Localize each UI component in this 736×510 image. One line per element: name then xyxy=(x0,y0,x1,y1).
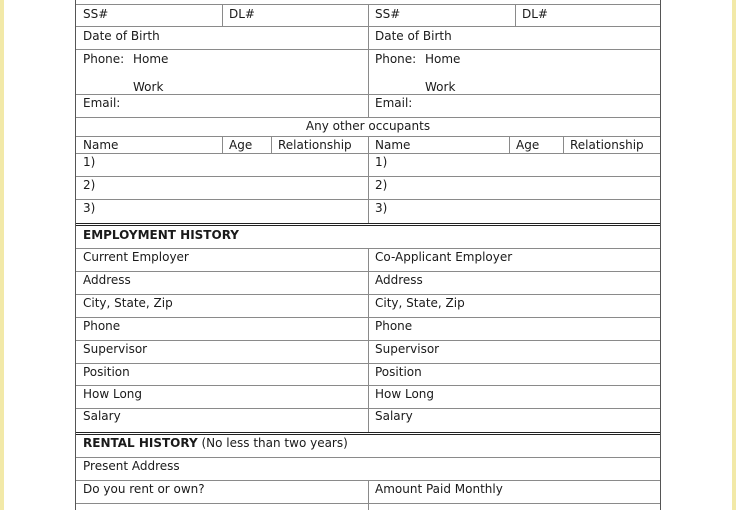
employment-label-applicant: City, State, Zip xyxy=(83,296,173,310)
work-label-coapplicant: Work xyxy=(425,80,456,94)
employment-row xyxy=(76,364,660,386)
rental-application-form xyxy=(75,0,661,510)
employment-row xyxy=(76,295,660,318)
phone-label-applicant: Phone: xyxy=(83,52,125,66)
col-age-coapplicant: Age xyxy=(516,138,540,152)
col-relationship-coapplicant: Relationship xyxy=(570,138,644,152)
employment-label-coapplicant: How Long xyxy=(375,387,435,401)
phone-label-coapplicant: Phone: xyxy=(375,52,417,66)
employment-row xyxy=(76,318,660,341)
age-divider-left xyxy=(222,137,223,153)
rental-heading-row xyxy=(76,435,660,458)
phone-row xyxy=(76,50,660,95)
employment-row xyxy=(76,341,660,364)
center-divider xyxy=(368,154,369,176)
amount-paid-label: Amount Paid Monthly xyxy=(375,482,503,496)
ss-label-applicant: SS# xyxy=(83,7,109,21)
employment-label-coapplicant: Supervisor xyxy=(375,342,440,356)
employment-row xyxy=(76,249,660,272)
employment-label-coapplicant: Position xyxy=(375,365,422,379)
center-divider xyxy=(368,27,369,49)
center-divider xyxy=(368,5,369,26)
col-relationship-applicant: Relationship xyxy=(278,138,352,152)
rent-own-row xyxy=(76,481,660,504)
employment-row xyxy=(76,386,660,409)
employment-row xyxy=(76,272,660,295)
home-label-coapplicant: Home xyxy=(425,52,461,66)
email-label-coapplicant: Email: xyxy=(375,96,413,110)
employment-label-applicant: Address xyxy=(83,273,131,287)
employment-label-coapplicant: Salary xyxy=(375,409,413,423)
dob-label-coapplicant: Date of Birth xyxy=(375,29,452,43)
employment-label-coapplicant: Phone xyxy=(375,319,413,333)
employment-label-applicant: Position xyxy=(83,365,130,379)
ss-dl-row xyxy=(76,4,660,27)
dl-divider-left xyxy=(222,5,223,26)
center-divider xyxy=(368,50,369,94)
center-divider xyxy=(368,386,369,408)
dl-label-applicant: DL# xyxy=(229,7,255,21)
present-address-row xyxy=(76,458,660,481)
center-divider xyxy=(368,481,369,503)
center-divider xyxy=(368,177,369,199)
dl-label-coapplicant: DL# xyxy=(522,7,548,21)
rent-or-own-label: Do you rent or own? xyxy=(83,482,205,496)
rental-heading-note: (No less than two years) xyxy=(201,436,348,450)
center-divider xyxy=(368,409,369,432)
work-label-applicant: Work xyxy=(133,80,164,94)
center-divider xyxy=(368,249,369,271)
occupant-number-coapplicant: 2) xyxy=(375,178,388,192)
center-divider xyxy=(368,504,369,510)
employment-label-applicant: Current Employer xyxy=(83,250,189,264)
occupant-number-applicant: 2) xyxy=(83,178,96,192)
center-divider xyxy=(368,137,369,153)
ss-label-coapplicant: SS# xyxy=(375,7,401,21)
employment-label-applicant: How Long xyxy=(83,387,143,401)
employment-row xyxy=(76,409,660,435)
occupant-number-applicant: 3) xyxy=(83,201,96,215)
occupants-header-row xyxy=(76,137,660,154)
employment-heading-row xyxy=(76,226,660,249)
occupant-row xyxy=(76,200,660,226)
home-label-applicant: Home xyxy=(133,52,169,66)
dob-row xyxy=(76,27,660,50)
dob-label-applicant: Date of Birth xyxy=(83,29,160,43)
dl-divider-right xyxy=(515,5,516,26)
col-name-coapplicant: Name xyxy=(375,138,411,152)
employment-label-applicant: Phone xyxy=(83,319,121,333)
center-divider xyxy=(368,364,369,385)
occupants-heading: Any other occupants xyxy=(305,119,431,133)
rental-heading xyxy=(83,436,348,450)
employment-label-coapplicant: City, State, Zip xyxy=(375,296,465,310)
center-divider xyxy=(368,272,369,294)
occupant-number-coapplicant: 3) xyxy=(375,201,388,215)
occupant-number-coapplicant: 1) xyxy=(375,155,388,169)
center-divider xyxy=(368,341,369,363)
age-divider-right xyxy=(509,137,510,153)
email-label-applicant: Email: xyxy=(83,96,121,110)
occupant-row xyxy=(76,154,660,177)
center-divider xyxy=(368,95,369,117)
center-divider xyxy=(368,200,369,223)
next-row-partial xyxy=(76,504,660,510)
occupant-row xyxy=(76,177,660,200)
employment-heading: EMPLOYMENT HISTORY xyxy=(83,228,239,242)
center-divider xyxy=(368,318,369,340)
col-age-applicant: Age xyxy=(229,138,253,152)
employment-label-coapplicant: Address xyxy=(375,273,423,287)
page-edge-left xyxy=(0,0,4,510)
employment-label-applicant: Supervisor xyxy=(83,342,148,356)
relationship-divider-left xyxy=(271,137,272,153)
employment-label-coapplicant: Co-Applicant Employer xyxy=(375,250,513,264)
present-address-label: Present Address xyxy=(83,459,180,473)
relationship-divider-right xyxy=(563,137,564,153)
col-name-applicant: Name xyxy=(83,138,119,152)
page-edge-right xyxy=(732,0,736,510)
center-divider xyxy=(368,295,369,317)
occupant-number-applicant: 1) xyxy=(83,155,96,169)
email-row xyxy=(76,95,660,118)
rental-heading-title: RENTAL HISTORY xyxy=(83,436,198,450)
occupants-heading-row xyxy=(76,118,660,137)
employment-label-applicant: Salary xyxy=(83,409,121,423)
